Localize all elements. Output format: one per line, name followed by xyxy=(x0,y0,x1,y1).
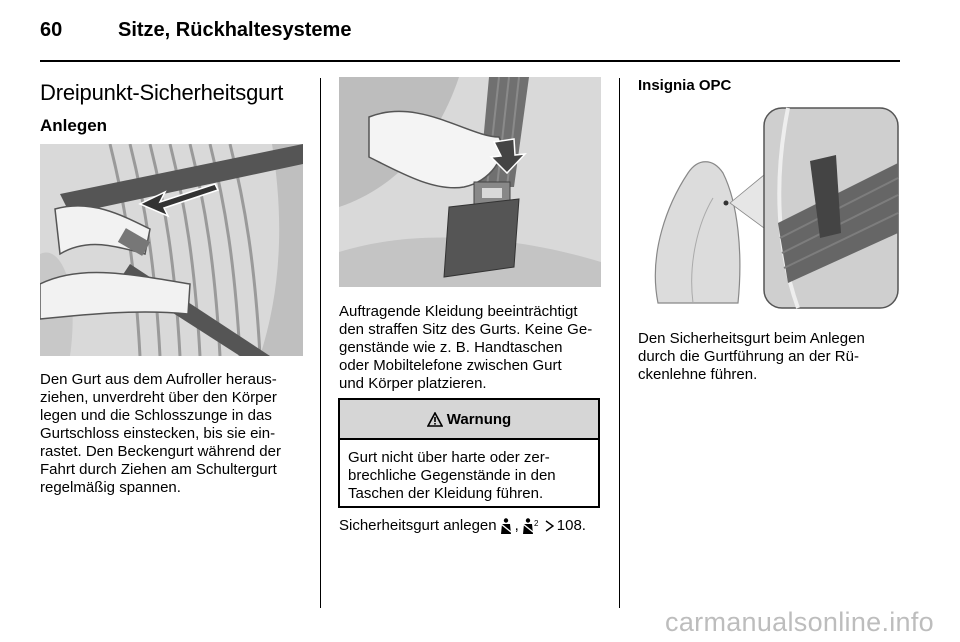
section-subtitle: Anlegen xyxy=(40,116,108,135)
belt-fastening-illustration xyxy=(40,144,303,356)
seatbelt-rear-icon xyxy=(522,518,542,534)
svg-text:2: 2 xyxy=(533,519,539,528)
warning-triangle-icon xyxy=(427,412,443,427)
reference-line xyxy=(339,517,614,535)
col3-subtitle: Insignia OPC xyxy=(638,77,732,94)
header-rule xyxy=(40,60,900,62)
page-number: 60 xyxy=(40,19,63,41)
warning-text: Gurt nicht über harte oder zer- brechliche Gegenstände in den Taschen der Kleidung führen. xyxy=(348,449,556,502)
reference-page: 108. xyxy=(556,517,586,534)
page-reference-icon xyxy=(545,520,554,532)
warning-title: Warnung xyxy=(446,410,512,428)
column-divider-left xyxy=(320,78,321,608)
column-divider-right xyxy=(619,78,620,608)
belt-guide-illustration xyxy=(638,103,900,313)
warning-header xyxy=(340,400,598,440)
section-title: Dreipunkt-Sicherheitsgurt xyxy=(40,80,284,105)
seatbelt-person-icon xyxy=(500,518,512,534)
col1-paragraph: Den Gurt aus dem Aufroller heraus- ziehen, unverdreht über den Körper legen und die Schlosszunge in das Gurtschloss einstecken, bis sie ein- rastet. Den Beckengurt während der Fahrt durch Ziehen am Schultergurt regelmäßig spannen. xyxy=(40,371,281,496)
warning-box xyxy=(338,398,600,508)
buckle-illustration xyxy=(339,77,601,287)
reference-separator: , xyxy=(514,517,519,534)
chapter-title: Sitze, Rückhaltesysteme xyxy=(118,19,352,41)
col3-paragraph: Den Sicherheitsgurt beim Anlegen durch die Gurtführung an der Rü- ckenlehne führen. xyxy=(638,330,865,383)
col2-paragraph: Auftragende Kleidung beeinträchtigt den straffen Sitz des Gurts. Keine Ge- genstände wie z. B. Handtaschen oder Mobiltelefone zwischen Gurt und Körper platzieren. xyxy=(339,303,593,392)
reference-text: Sicherheitsgurt anlegen xyxy=(339,517,497,534)
watermark: carmanualsonline.info xyxy=(665,607,934,637)
